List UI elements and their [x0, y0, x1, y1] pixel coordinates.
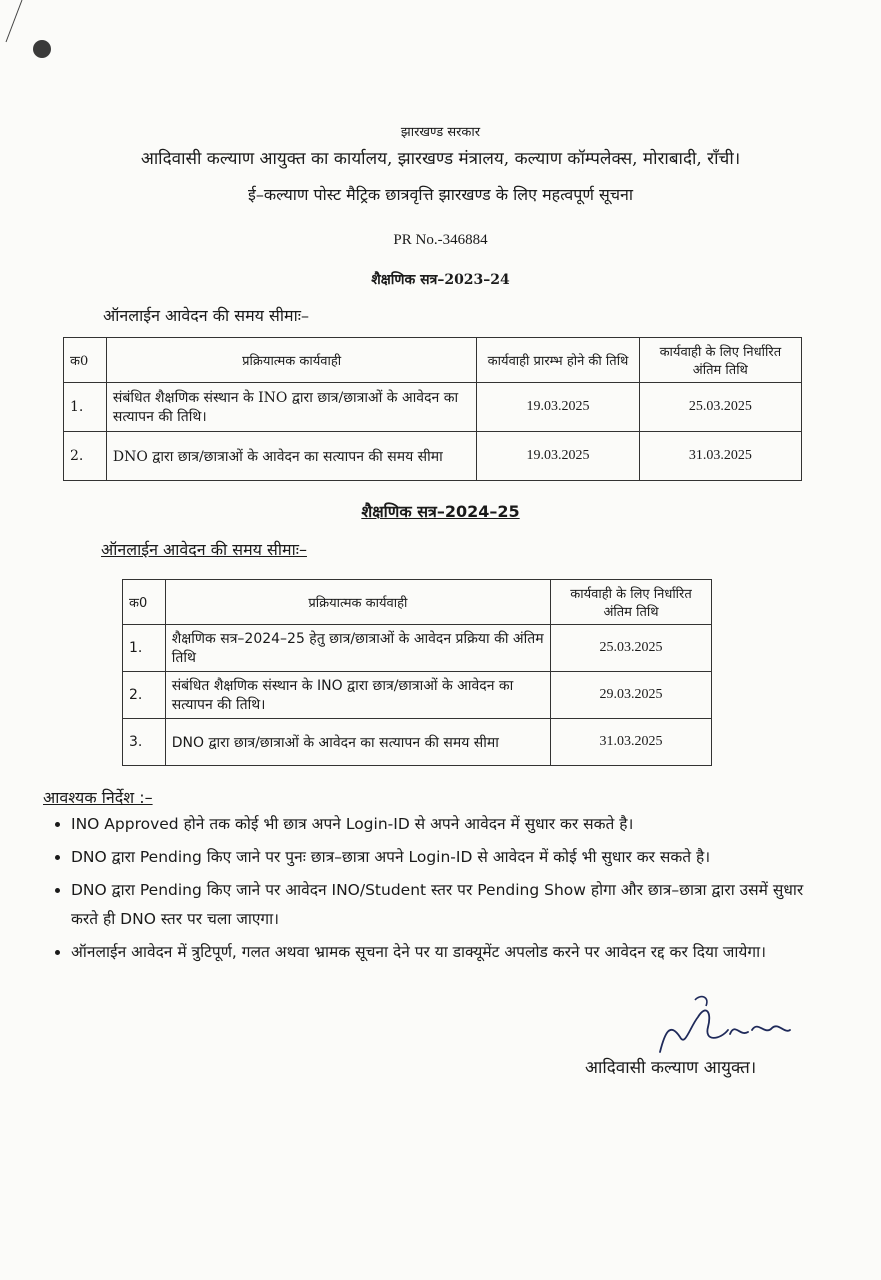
instructions-title: आवश्यक निर्देश :–: [43, 788, 153, 807]
row-action: शैक्षणिक सत्र–2024–25 हेतु छात्र/छात्राओं के आवेदन प्रक्रिया की अंतिम तिथि: [165, 625, 550, 672]
col-sno: क0: [64, 338, 107, 383]
col-start-date: कार्यवाही प्रारम्भ होने की तिथि: [477, 338, 639, 383]
table-row: [123, 672, 712, 719]
table-header-row: [64, 338, 802, 383]
session1-subtitle: ऑनलाईन आवेदन की समय सीमाः–: [103, 306, 309, 325]
col-end-date: कार्यवाही के लिए निर्धारित अंतिम तिथि: [639, 338, 801, 383]
col-action: प्रक्रियात्मक कार्यवाही: [106, 338, 477, 383]
row-sno: 3.: [123, 719, 166, 766]
session2-table: [122, 579, 712, 766]
row-start-date: 19.03.2025: [477, 383, 639, 432]
row-sno: 1.: [123, 625, 166, 672]
row-end-date: 31.03.2025: [551, 719, 712, 766]
table-row: [123, 625, 712, 672]
session2-title: शैक्षणिक सत्र–2024–25: [361, 502, 520, 521]
signatory-designation: आदिवासी कल्याण आयुक्त।: [585, 1058, 757, 1078]
row-start-date: 19.03.2025: [477, 432, 639, 481]
instructions-list: [43, 810, 831, 971]
pr-number: PR No.-346884: [393, 232, 488, 248]
table-row: [64, 383, 802, 432]
list-item: • ऑनलाईन आवेदन में त्रुटिपूर्ण, गलत अथवा भ्रामक सूचना देने पर या डाक्यूमेंट अपलोड करने पर आवेदन रद्द कर दिया जायेगा।: [71, 938, 831, 967]
row-end-date: 25.03.2025: [639, 383, 801, 432]
row-sno: 2.: [64, 432, 107, 481]
page-edge-line: [0, 0, 30, 60]
row-end-date: 31.03.2025: [639, 432, 801, 481]
col-sno: क0: [123, 580, 166, 625]
list-item: • INO Approved होने तक कोई भी छात्र अपने Login-ID से अपने आवेदन में सुधार कर सकते है।: [71, 810, 831, 839]
handwritten-signature: [640, 992, 800, 1062]
row-end-date: 25.03.2025: [551, 625, 712, 672]
row-action: DNO द्वारा छात्र/छात्राओं के आवेदन का सत्यापन की समय सीमा: [106, 432, 477, 481]
session1-title: शैक्षणिक सत्र–2023–24: [371, 272, 510, 288]
table-row: [64, 432, 802, 481]
row-sno: 2.: [123, 672, 166, 719]
col-action: प्रक्रियात्मक कार्यवाही: [165, 580, 550, 625]
office-heading: आदिवासी कल्याण आयुक्त का कार्यालय, झारखण्ड मंत्रालय, कल्याण कॉम्पलेक्स, मोराबादी, राँची।: [140, 149, 741, 169]
table-header-row: [123, 580, 712, 625]
row-end-date: 29.03.2025: [551, 672, 712, 719]
row-sno: 1.: [64, 383, 107, 432]
session1-table: [63, 337, 802, 481]
row-action: DNO द्वारा छात्र/छात्राओं के आवेदन का सत्यापन की समय सीमा: [165, 719, 550, 766]
row-action: संबंधित शैक्षणिक संस्थान के INO द्वारा छात्र/छात्राओं के आवेदन का सत्यापन की तिथि।: [106, 383, 477, 432]
table-row: [123, 719, 712, 766]
row-action: संबंधित शैक्षणिक संस्थान के INO द्वारा छात्र/छात्राओं के आवेदन का सत्यापन की तिथि।: [165, 672, 550, 719]
notice-heading: ई–कल्याण पोस्ट मैट्रिक छात्रवृत्ति झारखण्ड के लिए महत्वपूर्ण सूचना: [247, 185, 634, 204]
government-heading: झारखण्ड सरकार: [400, 125, 481, 140]
list-item: • DNO द्वारा Pending किए जाने पर पुनः छात्र–छात्रा अपने Login-ID से आवेदन में कोई भी सुधार कर सकते है।: [71, 843, 831, 872]
list-item: • DNO द्वारा Pending किए जाने पर आवेदन INO/Student स्तर पर Pending Show होगा और छात्र–छात्रा द्वारा उसमें सुधार करते ही DNO स्तर पर चला जाएगा।: [71, 876, 831, 934]
session2-subtitle: ऑनलाईन आवेदन की समय सीमाः–: [101, 540, 307, 559]
col-end-date: कार्यवाही के लिए निर्धारित अंतिम तिथि: [551, 580, 712, 625]
punch-hole: [33, 40, 51, 58]
